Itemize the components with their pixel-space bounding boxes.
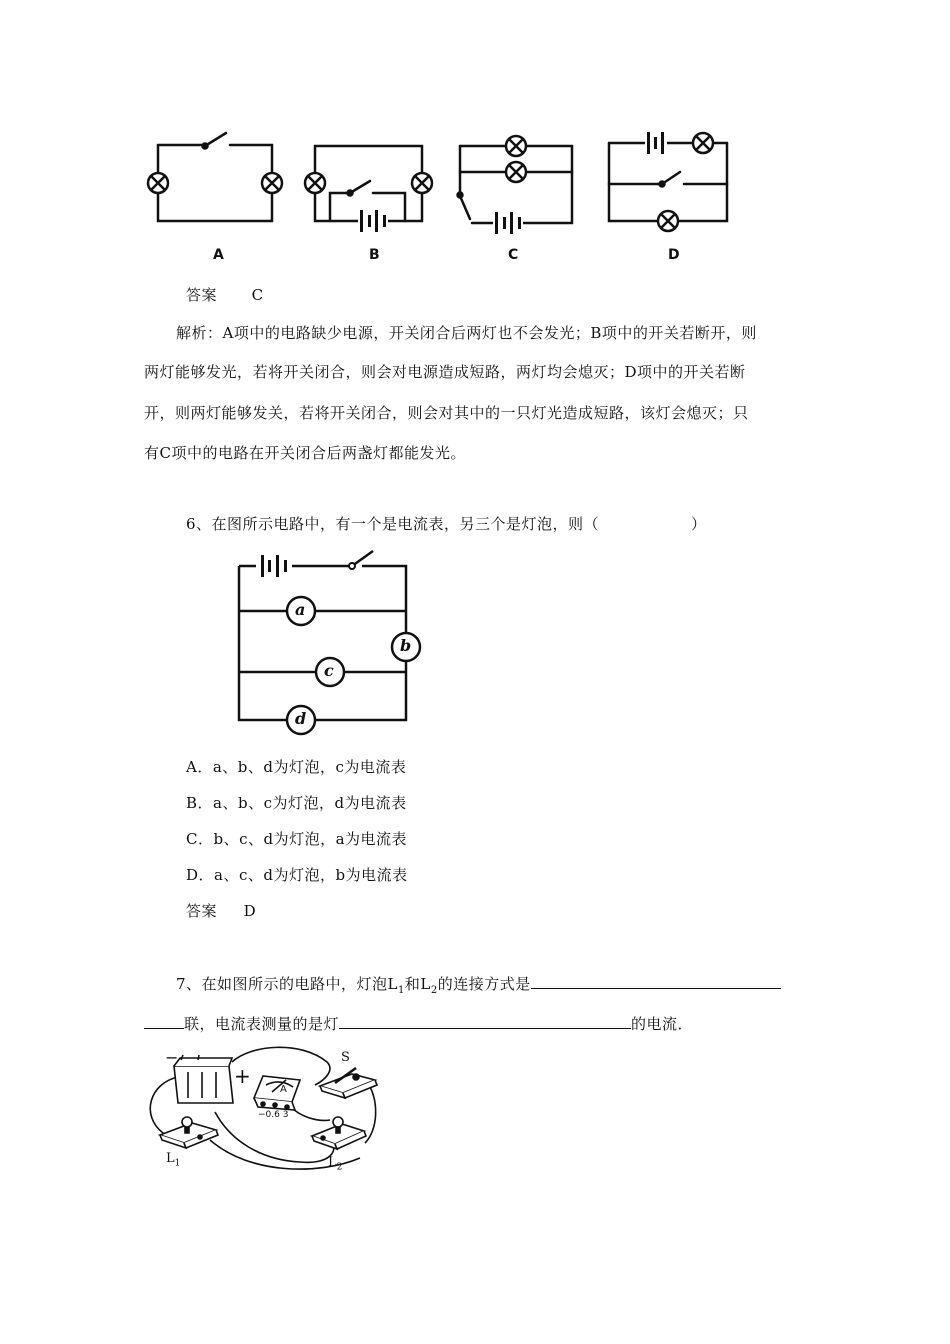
diagram-label-d: D	[668, 247, 680, 263]
q5-analysis-line-2: 两灯能够发光，若将开关闭合，则会对电源造成短路，两灯均会熄灭；D项中的开关若断	[144, 363, 746, 381]
diagram-label-a: A	[213, 247, 224, 263]
q5-analysis-line-3: 开，则两灯能够发关，若将开关闭合，则会对其中的一只灯光造成短路，该灯会熄灭；只	[144, 404, 749, 422]
battery-minus-label: −	[165, 1048, 179, 1067]
ammeter-a-label: A	[280, 1084, 287, 1095]
q7-line-1: 7、在如图所示的电路中，灯泡$L_1$和$L_2$的连接方式是	[176, 972, 781, 1001]
battery-plus-label: +	[234, 1064, 251, 1088]
q6-option-c: C．b、c、d为灯泡，a为电流表	[186, 830, 408, 848]
answer-value: D	[243, 902, 257, 920]
q6-question: 6、在图所示电路中，有一个是电流表，另三个是灯泡，则（ ）	[186, 515, 707, 533]
q5-analysis-line-4: 有C项中的电路在开关闭合后两盏灯都能发光。	[144, 444, 466, 462]
circle-label-a: a	[295, 600, 306, 619]
lamp-l1-icon	[160, 1117, 218, 1148]
circle-label-d: d	[295, 709, 307, 728]
q6-option-d: D．a、c、d为灯泡，b为电流表	[186, 866, 408, 884]
q6-option-b: B．a、b、c为灯泡，d为电流表	[186, 794, 407, 812]
answer-value: C	[251, 286, 264, 304]
battery-box-icon	[174, 1055, 233, 1103]
lamp-l2-label: $L_2$	[328, 1155, 343, 1173]
circle-label-b: b	[400, 636, 412, 655]
switch-s-label: S	[341, 1050, 350, 1065]
ammeter-icon	[254, 1076, 300, 1110]
answer-label: 答案	[186, 286, 218, 304]
diagram-label-b: B	[369, 247, 380, 263]
q5-analysis-line-1: 解析：A项中的电路缺少电源，开关闭合后两灯也不会发光；B项中的开关若断开，则	[176, 324, 757, 342]
lamp-l2-icon	[312, 1117, 366, 1149]
diagram-label-c: C	[508, 247, 519, 263]
circle-label-c: c	[324, 661, 334, 680]
ammeter-scale-label: −0.6 3	[258, 1110, 289, 1120]
q6-option-a: A．a、b、d为灯泡，c为电流表	[186, 758, 407, 776]
lamp-l1-label: $L_1$	[166, 1151, 181, 1169]
answer-label: 答案	[186, 902, 218, 920]
q7-line-2: 联，电流表测量的是灯 的电流．	[144, 1012, 693, 1034]
